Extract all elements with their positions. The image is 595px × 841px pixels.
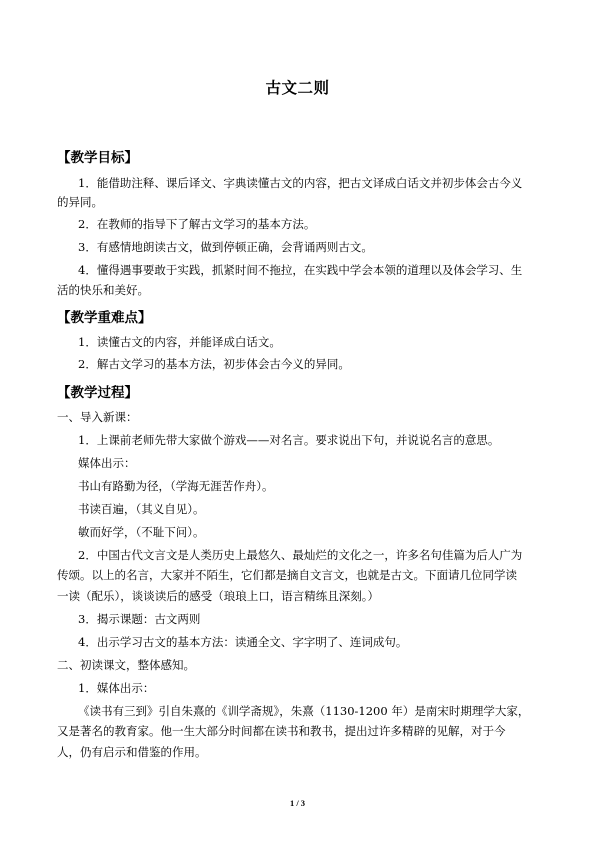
goals-line: 3．有感情地朗读古文，做到停顿正确，会背诵两则古文。 [78, 240, 373, 254]
section-heading-goals: 【教学目标】 [57, 150, 138, 166]
section-heading-process: 【教学过程】 [57, 385, 138, 401]
process-line: 4．出示学习古文的基本方法：读通全文、字字明了、连词成句。 [78, 635, 408, 649]
section-heading-key-points: 【教学重难点】 [57, 310, 152, 326]
goals-line: 1．能借助注释、课后译文、字典读懂古文的内容，把古文译成白话文并初步体会古今义 [78, 176, 523, 190]
process-line: 书读百遍，（其义自见）。 [78, 502, 205, 516]
page-number: 1 / 3 [289, 798, 306, 808]
document-title: 古文二则 [265, 78, 330, 97]
goals-line: 4．懂得遇事要敢于实践，抓紧时间不拖拉，在实践中学会本领的道理以及体会学习、生 [78, 263, 523, 277]
process-line: 又是著名的教育家。他一生大部分时间都在读书和教书，提出过许多精辟的见解，对于今 [57, 724, 506, 738]
process-line: 人，仍有启示和借鉴的作用。 [57, 745, 207, 759]
goals-line: 2．在教师的指导下了解古文学习的基本方法。 [78, 217, 316, 231]
process-line: 1．上课前老师先带大家做个游戏——对名言。要求说出下句，并说说名言的意思。 [78, 433, 500, 447]
process-line: 传颂。以上的名言，大家并不陌生，它们都是摘自文言文，也就是古文。下面请几位同学读 [57, 568, 517, 582]
goals-line: 的异同。 [57, 195, 103, 209]
process-line: 书山有路勤为径，（学海无涯苦作舟）。 [78, 479, 274, 493]
process-line: 《读书有三到》引自朱熹的《训学斋规》，朱熹（1130-1200 年）是南宋时期理学大家， [78, 704, 530, 718]
process-line: 1．媒体出示： [78, 681, 155, 695]
key-points-line: 1．读懂古文的内容，并能译成白话文。 [78, 335, 281, 349]
goals-line: 活的快乐和美好。 [57, 283, 149, 297]
process-line: 二、初读课文，整体感知。 [57, 658, 195, 672]
process-line: 一读（配乐），谈谈读后的感受（琅琅上口，语言精练且深刻。） [57, 589, 379, 603]
process-line: 一、导入新课： [57, 410, 138, 424]
process-line: 2．中国古代文言文是人类历史上最悠久、最灿烂的文化之一，许多名句佳篇为后人广为 [78, 548, 523, 562]
process-line: 敏而好学，（不耻下问）。 [78, 525, 205, 539]
process-line: 媒体出示： [78, 456, 136, 470]
process-line: 3．揭示课题：古文两则 [78, 612, 201, 626]
key-points-line: 2．解古文学习的基本方法，初步体会古今义的异同。 [78, 357, 350, 371]
